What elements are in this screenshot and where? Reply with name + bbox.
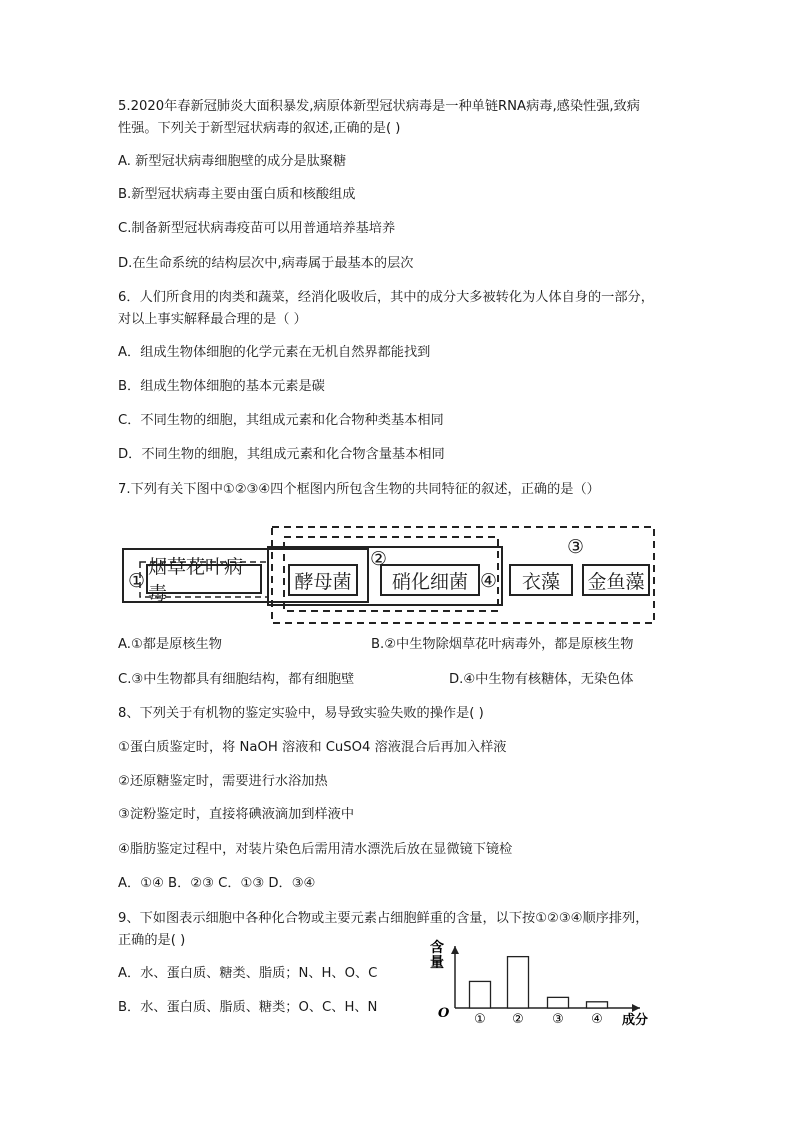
bar-3 (548, 997, 569, 1008)
y-axis-label-char-1: 含 (430, 940, 444, 956)
q9-stem-line2: 正确的是( ) (118, 933, 186, 948)
x-axis-arrow (632, 1004, 640, 1012)
tick-label-2: ② (512, 1012, 524, 1027)
q6-option-b: B．组成生物体细胞的基本元素是碳 (118, 379, 325, 394)
q5-stem-line1: 5.2020年春新冠肺炎大面积暴发,病原体新型冠状病毒是一种单链RNA病毒,感染性强,致病 (118, 99, 640, 114)
q5-stem-line2: 性强。下列关于新型冠状病毒的叙述,正确的是( ) (118, 121, 401, 136)
q8-statement-1: ①蛋白质鉴定时，将 NaOH 溶液和 CuSO4 溶液混合后再加入样液 (118, 740, 507, 755)
q8-statement-3: ③淀粉鉴定时，直接将碘液滴加到样液中 (118, 807, 355, 822)
item-chlamydomonas: 衣藻 (509, 564, 573, 596)
q7-option-c: C.③中生物都具有细胞结构，都有细胞壁 (118, 672, 355, 687)
q9-stem-line1: 9、下如图表示细胞中各种化合物或主要元素占细胞鲜重的含量，以下按①②③④顺序排列， (118, 911, 649, 926)
tick-label-1: ① (474, 1012, 486, 1027)
q6-option-a: A．组成生物体细胞的化学元素在无机自然界都能找到 (118, 345, 431, 360)
q8-stem: 8、下列关于有机物的鉴定实验中，易导致实验失败的操作是( ) (118, 706, 484, 721)
q7-option-b: B.②中生物除烟草花叶病毒外，都是原核生物 (371, 637, 634, 652)
q8-statement-4: ④脂肪鉴定过程中，对装片染色后需用清水漂洗后放在显微镜下镜检 (118, 842, 513, 857)
y-axis-arrow (451, 946, 459, 954)
q8-statement-2: ②还原糖鉴定时，需要进行水浴加热 (118, 774, 328, 789)
item-tobacco-mosaic-virus: 烟草花叶病毒 (146, 564, 262, 594)
tick-label-3: ③ (552, 1012, 564, 1027)
q9-option-a: A．水、蛋白质、糖类、脂质；N、H、O、C (118, 966, 378, 981)
q5-option-c: C.制备新型冠状病毒疫苗可以用普通培养基培养 (118, 221, 396, 236)
bar-4 (587, 1002, 608, 1008)
q5-option-d: D.在生命系统的结构层次中,病毒属于最基本的层次 (118, 256, 414, 271)
q7-stem: 7.下列有关下图中①②③④四个框图内所包含生物的共同特征的叙述，正确的是（） (118, 482, 600, 497)
label-4: ④ (480, 570, 498, 592)
q5-option-a: A. 新型冠状病毒细胞壁的成分是肽聚糖 (118, 154, 347, 169)
q7-option-d: D.④中生物有核糖体，无染色体 (449, 672, 634, 687)
label-1: ① (128, 570, 146, 592)
label-3: ③ (567, 536, 585, 558)
label-2: ② (370, 548, 388, 570)
origin-label: O (438, 1006, 450, 1021)
y-axis-label-char-2: 量 (430, 955, 444, 971)
item-nitrifying-bacteria: 硝化细菌 (380, 564, 480, 596)
q7-option-a: A.①都是原核生物 (118, 637, 222, 652)
item-yeast: 酵母菌 (288, 564, 358, 596)
bar-1 (470, 981, 491, 1008)
bar-2 (508, 957, 529, 1008)
q6-option-c: C．不同生物的细胞，其组成元素和化合物种类基本相同 (118, 413, 444, 428)
item-hornwort: 金鱼藻 (582, 564, 650, 596)
q8-options: A．①④ B．②③ C．①③ D．③④ (118, 876, 316, 891)
x-axis-label: 成分 (622, 1013, 649, 1028)
q6-option-d: D．不同生物的细胞，其组成元素和化合物含量基本相同 (118, 447, 445, 462)
q6-stem-line2: 对以上事实解释最合理的是（ ） (118, 312, 307, 327)
q5-option-b: B.新型冠状病毒主要由蛋白质和核酸组成 (118, 187, 356, 202)
q6-stem-line1: 6．人们所食用的肉类和蔬菜，经消化吸收后，其中的成分大多被转化为人体自身的一部分， (118, 290, 654, 305)
tick-label-4: ④ (591, 1012, 603, 1027)
q9-option-b: B．水、蛋白质、脂质、糖类；O、C、H、N (118, 1000, 378, 1015)
